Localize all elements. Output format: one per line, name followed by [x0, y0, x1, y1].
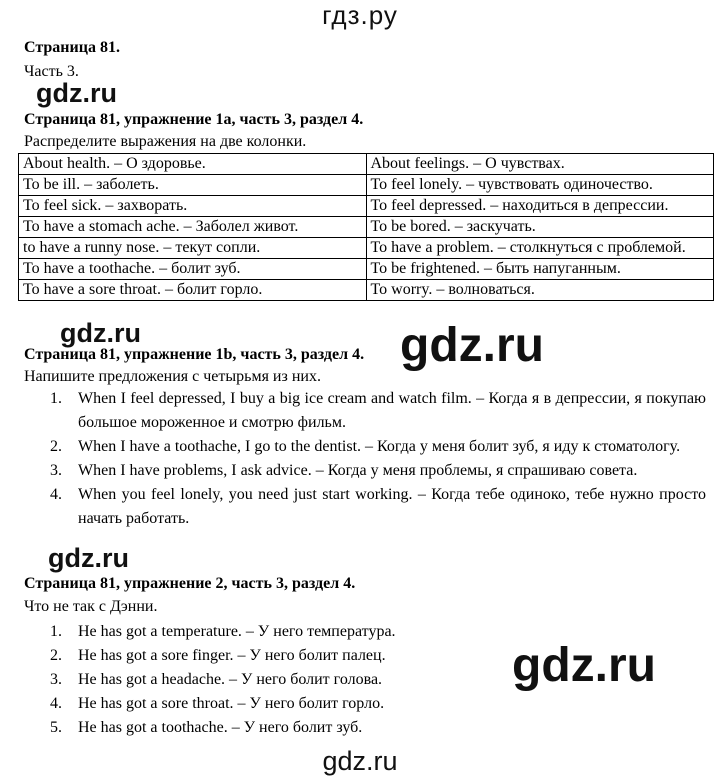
item-number: 4. — [50, 695, 62, 712]
list-item — [0, 620, 706, 644]
item-number: 3. — [50, 671, 62, 688]
expressions-table — [18, 153, 714, 301]
table-cell: To have a stomach ache. – Заболел живот. — [19, 217, 367, 238]
item-number: 3. — [50, 462, 62, 479]
ex2-instruction: Что не так с Дэнни. — [24, 598, 158, 615]
table-cell: To have a sore throat. – болит горло. — [19, 280, 367, 301]
list-item — [0, 692, 706, 716]
ex1b-instruction: Напишите предложения с четырьмя из них. — [24, 368, 321, 385]
list-item — [0, 459, 706, 483]
table-cell: To feel lonely. – чувствовать одиночество. — [366, 175, 714, 196]
part-label: Часть 3. — [24, 63, 79, 80]
list-item — [0, 435, 706, 459]
table-cell: To feel sick. – захворать. — [19, 196, 367, 217]
ex2-list — [0, 620, 706, 740]
table-cell: To have a problem. – столкнуться с проблемой. — [366, 238, 714, 259]
watermark-2: gdz.ru — [60, 318, 141, 348]
list-item — [0, 483, 706, 531]
item-text: When I have a toothache, I go to the dentist. – Когда у меня болит зуб, я иду к стоматологу. — [78, 438, 681, 455]
table-row — [19, 217, 714, 238]
table-row — [19, 259, 714, 280]
table-row — [19, 154, 714, 175]
watermark-3: gdz.ru — [400, 319, 544, 372]
table-cell: To be frightened. – быть напуганным. — [366, 259, 714, 280]
table-cell: To be ill. – заболеть. — [19, 175, 367, 196]
item-text: He has got a headache. – У него болит голова. — [78, 671, 383, 688]
item-text: He has got a toothache. – У него болит зуб. — [78, 719, 363, 736]
list-item — [0, 644, 706, 668]
site-watermark-top: гдз.ру — [322, 0, 398, 30]
item-number: 2. — [50, 438, 62, 455]
item-number: 1. — [50, 390, 62, 407]
table-cell: To worry. – волноваться. — [366, 280, 714, 301]
table-cell: To feel depressed. – находиться в депрессии. — [366, 196, 714, 217]
list-item — [0, 716, 706, 740]
watermark-5: gdz.ru — [512, 639, 656, 692]
item-number: 2. — [50, 647, 62, 664]
item-number: 5. — [50, 719, 62, 736]
table-row — [19, 175, 714, 196]
list-item — [0, 387, 706, 435]
table-cell: About feelings. – О чувствах. — [366, 154, 714, 175]
item-text: He has got a sore throat. – У него болит горло. — [78, 695, 385, 712]
ex1a-heading: Страница 81, упражнение 1a, часть 3, раздел 4. — [24, 111, 364, 128]
watermark-bottom: gdz.ru — [322, 746, 398, 776]
ex1b-list — [0, 387, 706, 531]
page-heading: Страница 81. — [24, 39, 120, 56]
list-item — [0, 668, 706, 692]
ex2-heading: Страница 81, упражнение 2, часть 3, раздел 4. — [24, 575, 356, 592]
item-number: 4. — [50, 486, 62, 503]
table-cell: To be bored. – заскучать. — [366, 217, 714, 238]
watermark-1: gdz.ru — [36, 78, 117, 108]
item-text: When I have problems, I ask advice. – Когда у меня проблемы, я спрашиваю совета. — [78, 462, 638, 479]
table-cell: to have a runny nose. – текут сопли. — [19, 238, 367, 259]
item-number: 1. — [50, 623, 62, 640]
ex1b-heading: Страница 81, упражнение 1b, часть 3, раздел 4. — [24, 346, 365, 363]
table-row — [19, 280, 714, 301]
table-cell: About health. – О здоровье. — [19, 154, 367, 175]
item-text: When you feel lonely, you need just start working. – Когда тебе одиноко, тебе нужно просто начать работать. — [78, 486, 706, 527]
ex1a-instruction: Распределите выражения на две колонки. — [24, 133, 307, 150]
item-text: He has got a temperature. – У него температура. — [78, 623, 396, 640]
table-row — [19, 238, 714, 259]
table-cell: To have a toothache. – болит зуб. — [19, 259, 367, 280]
table-row — [19, 196, 714, 217]
watermark-4: gdz.ru — [48, 543, 129, 573]
item-text: He has got a sore finger. – У него болит палец. — [78, 647, 386, 664]
item-text: When I feel depressed, I buy a big ice cream and watch film. – Когда я в депрессии, я покупаю большое мороженное и смотрю фильм. — [78, 390, 706, 431]
